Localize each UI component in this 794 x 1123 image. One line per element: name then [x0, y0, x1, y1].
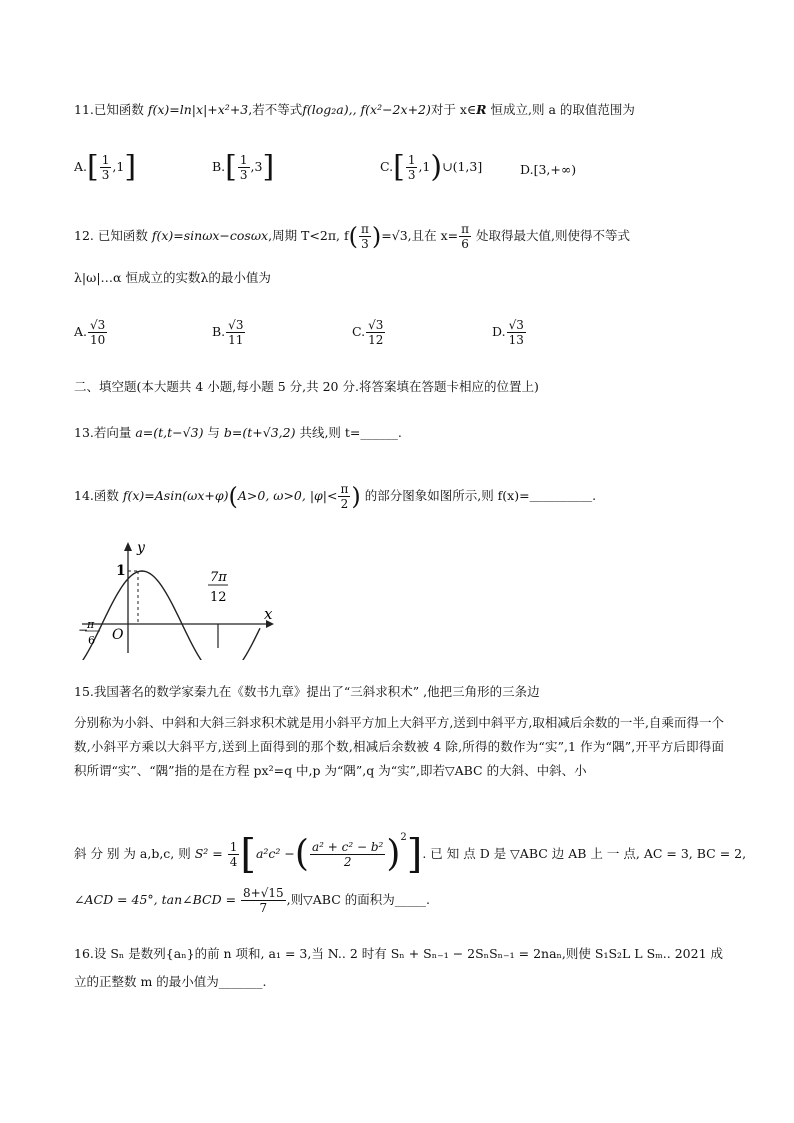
q14-conditions: A>0, ω>0, |φ|< — [237, 488, 338, 503]
q11-stem-c: ,若不等式 — [248, 102, 303, 117]
left-root-den: 6 — [88, 634, 95, 647]
y-axis-arrow — [124, 542, 132, 551]
q13-vector-a: a=(t,t−√3) — [135, 425, 204, 440]
q12-option-b-label: B. — [212, 324, 226, 339]
q11-inequality: f(log₂a),, f(x²−2x+2) — [302, 102, 431, 117]
q11-option-c-tail: ,1 — [418, 159, 431, 174]
q11-option-c-fraction: $\frac{1}{3}$ — [407, 153, 416, 182]
q12-option-b[interactable] — [212, 318, 246, 347]
q12-option-c-label: C. — [352, 324, 366, 339]
left-root-sign: − — [78, 623, 89, 637]
origin-label: O — [112, 627, 124, 643]
q11-option-d[interactable] — [520, 160, 576, 180]
q11-function: f(x)=ln|x|+x²+3 — [147, 102, 249, 117]
q11-option-b[interactable]: B.[ $\frac{1}{3}$ ,3] — [212, 149, 275, 185]
q12-stem-f: 处取得最大值,则使得不等式 — [472, 228, 630, 243]
q16-line2: 立的正整数 m 的最小值为_______. — [74, 974, 267, 989]
q11-option-a-fraction: $\frac{1}{3}$ — [101, 153, 110, 182]
q12-stem-e: ,且在 x= — [407, 228, 459, 243]
q11-option-b-label: B. — [212, 159, 226, 174]
q14-text-d: 的部分图象如图所示,则 f(x)=＿＿＿＿＿. — [360, 488, 597, 503]
q11-option-a-tail: ,1 — [112, 159, 125, 174]
q11-option-a-label: A. — [74, 159, 88, 174]
q15-formula-post: . 已 知 点 D 是 ▽ABC 边 AB 上 一 点, AC = 3, BC = 2, — [422, 846, 747, 861]
q13-text — [74, 423, 402, 443]
q12-stem-d: =√3 — [381, 228, 408, 243]
q11-stem-f: 恒成立,则 a 的取值范围为 — [486, 102, 635, 117]
sine-curve — [82, 571, 260, 660]
x-axis-label: x — [264, 605, 273, 623]
q15-last-line — [74, 882, 430, 918]
max-value-label: 1 — [116, 563, 126, 579]
q15-paragraph: 分别称为小斜、中斜和大斜三斜求积术就是用小斜平方加上大斜平方,送到中斜平方,取相减后余数的一半,自乘而得一个数,小斜平方乘以大斜平方,送到上面得到的那个数,相减后余数被 4 除,所得的数作为“实”,1 作为“隅”,开平方后即得面积所谓“实”、“隅”指的是在方程 px²=q 中,p 为“隅”,q 为“实”,即若▽ABC 的大斜、中斜、小 — [74, 715, 724, 778]
q12-frac-pi3: $\frac{\pi}{3}$ — [360, 222, 369, 251]
q12-option-c-fraction: $\frac{√3}{12}$ — [368, 318, 384, 347]
q11-option-b-tail: ,3 — [250, 159, 263, 174]
q12-option-b-fraction: $\frac{√3}{11}$ — [228, 318, 244, 347]
q12-option-a-label: A. — [74, 324, 88, 339]
q12-option-a[interactable] — [74, 318, 108, 347]
q11-option-d-label: D. — [520, 162, 534, 177]
q13-text-a: 13.若向量 — [74, 425, 136, 440]
q11-stem-a: 11.已知函数 — [74, 102, 148, 117]
q12-frac-pi6: $\frac{\pi}{6}$ — [461, 222, 470, 251]
q15-formula-fraction: $\frac{\text{a² + c² − b²}}{2}$ — [311, 840, 384, 869]
q15-quarter: $\frac{1}{4}$ — [229, 840, 238, 869]
q11-option-c[interactable]: C.[ $\frac{1}{3}$ ,1)∪(1,3] — [380, 149, 483, 185]
q14-sine-graph — [74, 535, 284, 660]
q15-area-question: ,则▽ABC 的面积为_____. — [286, 892, 430, 907]
q15-tan-fraction: $\frac{8+√15}{7}$ — [243, 886, 284, 915]
q15-formula-line: 斜 分 别 为 a,b,c, 则 S² = $\frac{1}{4}$ [a²c² −( $\frac{\text{a² + c² − b²}}{2}$ )$^2$]. 已 知 点 D 是 ▽ABC 边 AB 上 一 点, AC = 3, BC = 2, — [74, 831, 747, 878]
q15-formula-square: 2 — [400, 832, 407, 843]
q11-stem — [74, 100, 635, 120]
q12-stem-c: ,周期 T<2π, f — [268, 228, 349, 243]
q15-formula-inner: a²c² − — [255, 846, 295, 861]
q11-stem-e: 对于 x∈ — [430, 102, 477, 117]
q15-line1: 15.我国著名的数学家秦九在《数书九章》提出了“三斜求积术” ,他把三角形的三条边 — [74, 684, 540, 699]
q11-option-b-fraction: $\frac{1}{3}$ — [239, 153, 248, 182]
q15-formula-s: S² = — [194, 846, 227, 861]
q12-stem: 12. 已知函数 f(x)=sinωx−cosωx,周期 T<2π, f( $\frac{\pi}{3}$ )=√3,且在 x= $\frac{\pi}{6}$ 处取得最大值,则使得不等式 — [74, 222, 630, 251]
q11-option-a[interactable]: A.[ $\frac{1}{3}$ ,1] — [74, 149, 137, 185]
q14-function: f(x)=Asin(ωx+φ) — [122, 488, 229, 503]
q12-option-a-fraction: $\frac{√3}{10}$ — [90, 318, 106, 347]
q12-function: f(x)=sinωx−cosωx — [151, 228, 269, 243]
q14-text-a: 14.函数 — [74, 488, 123, 503]
q13-text-c: 与 — [203, 425, 224, 440]
q11-real-set: R — [476, 102, 487, 117]
q13-text-e: 共线,则 t=______. — [295, 425, 402, 440]
q12-line2: λ|ω|…α 恒成立的实数λ的最小值为 — [74, 270, 271, 285]
section-heading: 二、填空题(本大题共 4 小题,每小题 5 分,共 20 分.将答案填在答题卡相应的位置上) — [74, 379, 539, 394]
left-root-num: π — [87, 618, 95, 631]
q14-text: 14.函数 f(x)=Asin(ωx+φ)(A>0, ω>0, |φ|< $\frac{\pi}{2}$ ) 的部分图象如图所示,则 f(x)=＿＿＿＿＿. — [74, 482, 597, 511]
y-axis-label: y — [137, 540, 145, 556]
q15-angle-text: ∠ACD = 45°, tan∠BCD = — [74, 892, 241, 907]
q11-option-c-union: ∪(1,3] — [442, 159, 483, 174]
right-label-den: 12 — [210, 590, 227, 605]
q14-frac-pi2: $\frac{\pi}{2}$ — [340, 482, 349, 511]
right-label-num: 7π — [210, 570, 227, 585]
q16-line1: 16.设 Sₙ 是数列{aₙ}的前 n 项和, a₁ = 3,当 N.. 2 时有 Sₙ + Sₙ₋₁ − 2SₙSₙ₋₁ = 2naₙ,则使 S₁S₂L L Sₘ.. 2021 成 — [74, 946, 724, 961]
q12-stem-a: 12. 已知函数 — [74, 228, 152, 243]
q12-option-d-label: D. — [492, 324, 506, 339]
q12-option-d[interactable] — [492, 318, 527, 347]
q15-formula-pre: 斜 分 别 为 a,b,c, 则 — [74, 846, 195, 861]
q12-option-d-fraction: $\frac{√3}{13}$ — [508, 318, 524, 347]
q11-option-d-text: [3,+∞) — [533, 162, 577, 177]
q11-option-c-label: C. — [380, 159, 394, 174]
q12-option-c[interactable] — [352, 318, 386, 347]
q13-vector-b: b=(t+√3,2) — [223, 425, 296, 440]
